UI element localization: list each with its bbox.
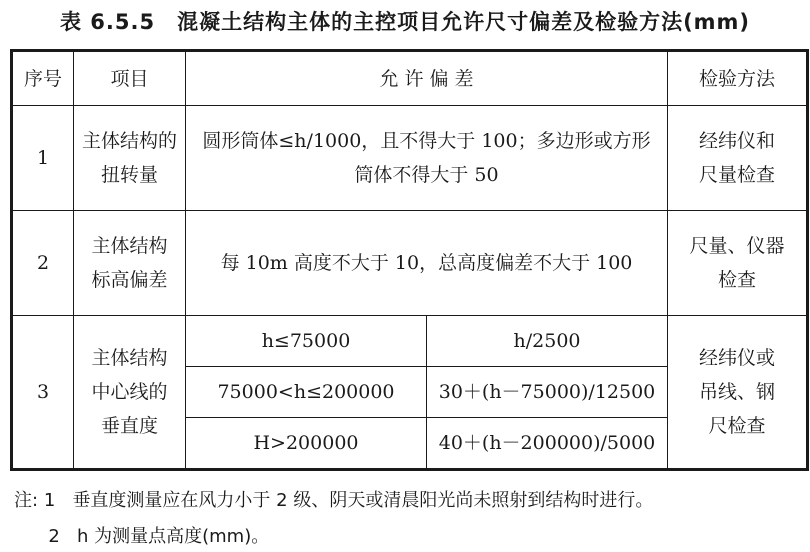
note-1 <box>14 486 653 512</box>
value-cell: h/2500 <box>427 316 668 367</box>
table-row <box>12 211 808 316</box>
item-line: 扭转量 <box>100 164 158 186</box>
table-row <box>12 106 808 211</box>
method-cell <box>668 211 808 316</box>
item-cell <box>74 316 186 470</box>
tolerance-line: 筒体不得大于 50 <box>354 164 499 186</box>
note-2 <box>14 522 269 548</box>
method-line: 尺量、仪器 <box>689 235 785 257</box>
condition-cell: 75000<h≤200000 <box>186 367 427 418</box>
note-number: 1 <box>43 490 56 511</box>
method-line: 尺检查 <box>708 415 766 437</box>
item-line: 垂直度 <box>100 415 158 437</box>
note-number: 2 <box>48 526 60 547</box>
tolerance-table <box>10 49 809 471</box>
tolerance-cell: 每 10m 高度不大于 10，总高度偏差不大于 100 <box>186 211 668 316</box>
value-cell: 30＋(h－75000)/12500 <box>427 367 668 418</box>
tolerance-line: 圆形筒体≤h/1000，且不得大于 100；多边形或方形 <box>202 130 651 152</box>
method-line: 吊线、钢 <box>698 381 775 403</box>
item-line: 主体结构的 <box>81 130 177 152</box>
table-title: 表 6.5.5 混凝土结构主体的主控项目允许尺寸偏差及检验方法(mm) <box>59 10 751 34</box>
row-number: 1 <box>12 106 74 211</box>
header-no: 序号 <box>12 51 74 106</box>
method-line: 检查 <box>717 269 756 291</box>
header-item: 项目 <box>74 51 186 106</box>
tolerance-cell <box>186 106 668 211</box>
condition-cell: h≤75000 <box>186 316 427 367</box>
row-number: 2 <box>12 211 74 316</box>
note-text: 垂直度测量应在风力小于 2 级、阴天或清晨阳光尚未照射到结构时进行。 <box>72 490 654 511</box>
header-tolerance: 允 许 偏 差 <box>186 51 668 106</box>
method-line: 尺量检查 <box>698 164 775 186</box>
method-cell <box>668 316 808 470</box>
note-prefix: 注: <box>14 490 39 511</box>
row-number: 3 <box>12 316 74 470</box>
table-row <box>12 316 808 367</box>
item-line: 标高偏差 <box>91 269 168 291</box>
item-line: 主体结构 <box>91 235 168 257</box>
method-line: 经纬仪和 <box>698 130 775 152</box>
method-line: 经纬仪或 <box>698 347 775 369</box>
condition-cell: H>200000 <box>186 418 427 470</box>
method-cell <box>668 106 808 211</box>
item-cell <box>74 106 186 211</box>
item-line: 中心线的 <box>91 381 168 403</box>
item-cell <box>74 211 186 316</box>
note-text: h 为测量点高度(mm)。 <box>76 526 270 547</box>
header-method: 检验方法 <box>668 51 808 106</box>
header-row <box>12 51 808 106</box>
value-cell: 40＋(h－200000)/5000 <box>427 418 668 470</box>
item-line: 主体结构 <box>91 347 168 369</box>
